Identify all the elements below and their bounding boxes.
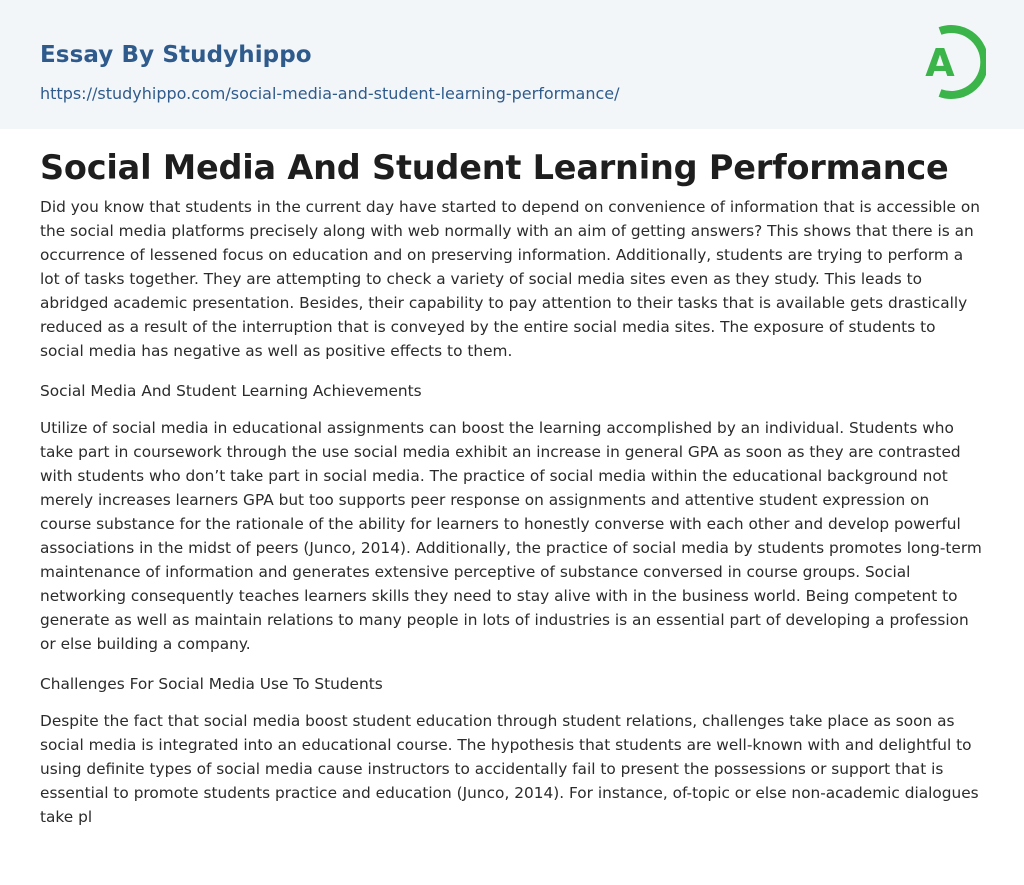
logo-letter: A	[925, 41, 955, 85]
source-url-link[interactable]: https://studyhippo.com/social-media-and-student-learning-performance/	[40, 84, 620, 103]
article-body	[40, 195, 984, 829]
brand-title: Essay By Studyhippo	[40, 42, 312, 68]
intro-paragraph: Did you know that students in the current day have started to depend on convenience of information that is accessible on the social media platforms precisely along with web normally with an aim of getting answers? This shows that there is an occurrence of lessened focus on education and on preserving information. Additionally, students are trying to perform a lot of tasks together. They are attempting to check a variety of social media sites even as they study. This leads to abridged academic presentation. Besides, their capability to pay attention to their tasks that is available gets drastically reduced as a result of the interruption that is conveyed by the entire social media sites. The exposure of students to social media has negative as well as positive effects to them.	[40, 198, 980, 360]
page-title: Social Media And Student Learning Performance	[40, 148, 949, 187]
section-heading-achievements: Social Media And Student Learning Achievements	[40, 382, 422, 400]
section-paragraph-challenges: Despite the fact that social media boost student education through student relations, challenges take place as soon as social media is integrated into an educational course. The hypothesis that students are well-known with and delightful to using definite types of social media cause instructors to accidentally fail to present the possessions or support that is essential to promote students practice and education (Junco, 2014). For instance, of-topic or else non-academic dialogues take pl	[40, 712, 979, 826]
section-paragraph-achievements: Utilize of social media in educational assignments can boost the learning accomplished by an individual. Students who take part in coursework through the use social media exhibit an increase in general GPA as soon as they are contrasted with students who don’t take part in social media. The practice of social media within the educational background not merely increases learners GPA but too supports peer response on assignments and attentive student expression on course substance for the rationale of the ability for learners to honestly converse with each other and develop powerful associations in the midst of peers (Junco, 2014). Additionally, the practice of social media by students promotes long-term maintenance of information and generates extensive perceptive of substance conversed in course groups. Social networking consequently teaches learners skills they need to stay alive with in the business world. Being competent to generate as well as maintain relations to many people in lots of industries is an essential part of developing a profession or else building a company.	[40, 419, 982, 653]
section-heading-challenges: Challenges For Social Media Use To Students	[40, 675, 383, 693]
